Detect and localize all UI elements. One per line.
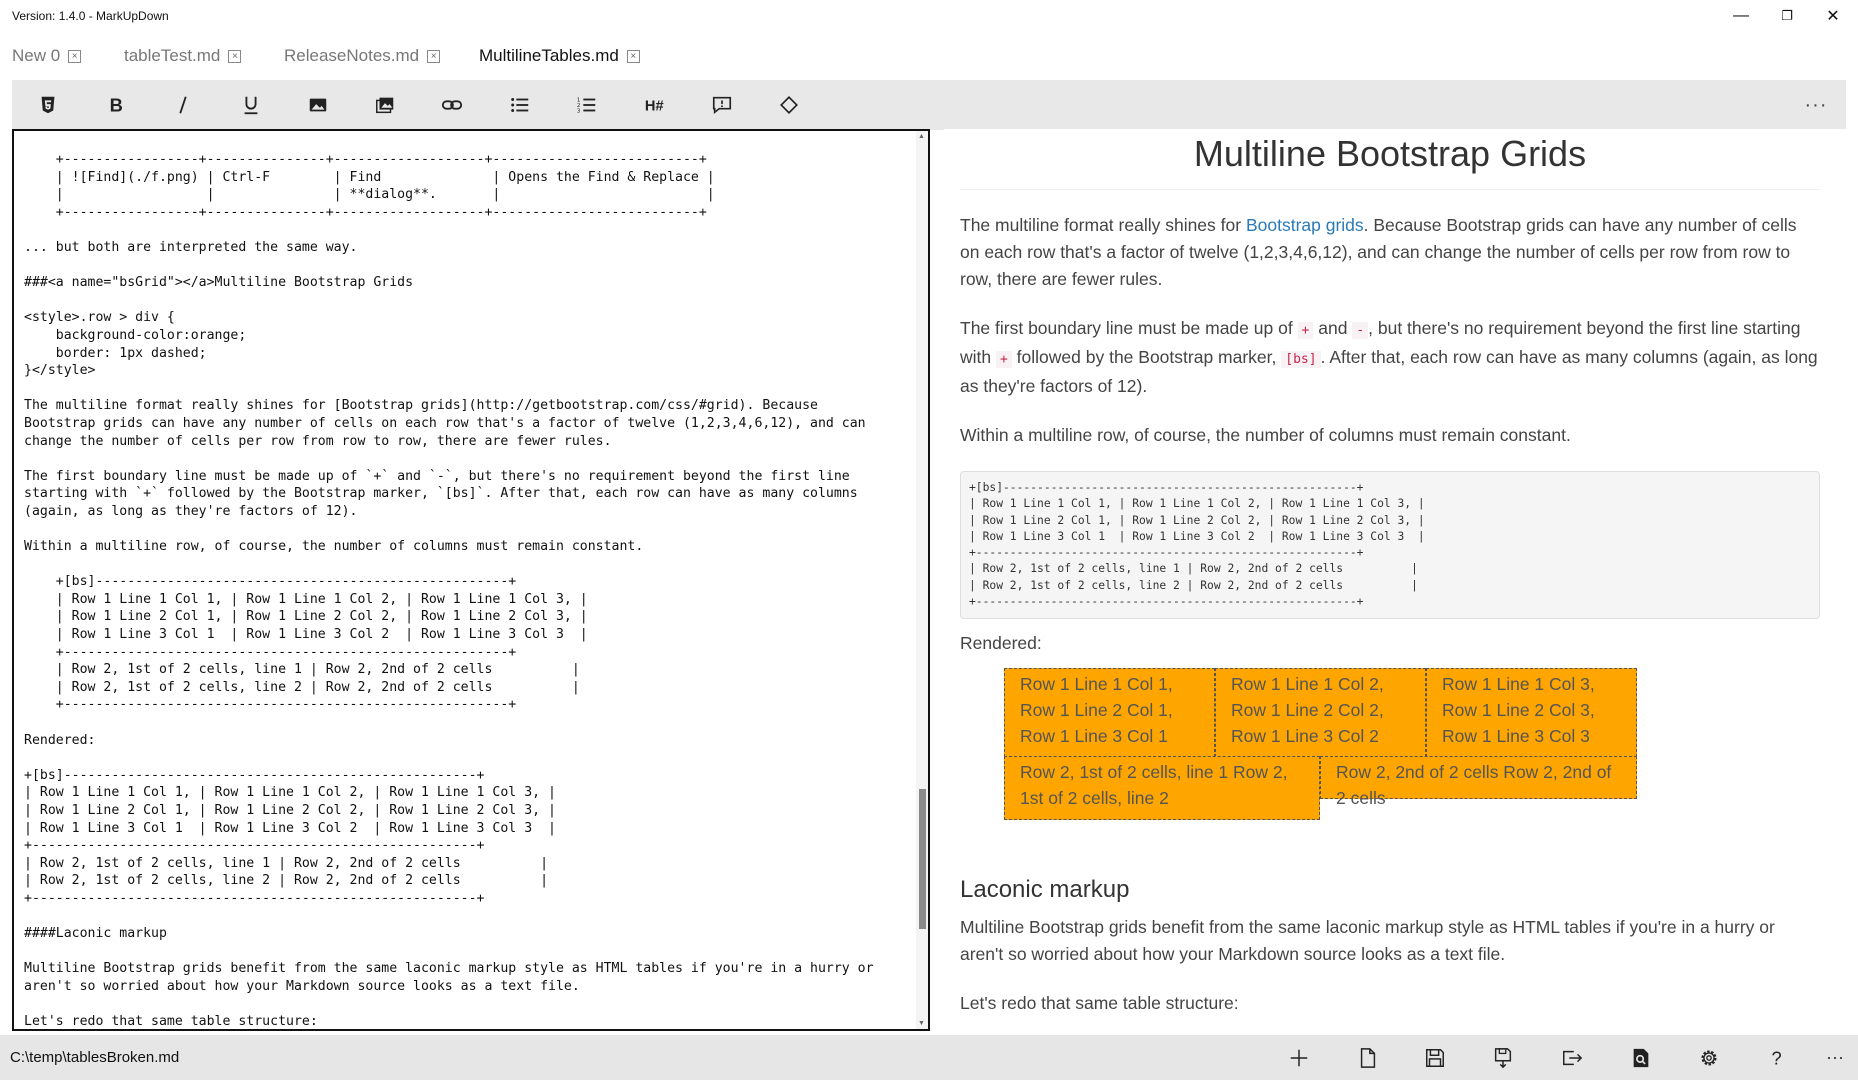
scroll-down-icon[interactable]: ▼ — [918, 1020, 925, 1027]
grid-cell: Row 1 Line 1 Col 3, Row 1 Line 2 Col 3, Row 1 Line 3 Col 3 — [1426, 668, 1637, 757]
underline-icon[interactable] — [229, 80, 273, 130]
preview-heading: Multiline Bootstrap Grids — [960, 133, 1820, 190]
gallery-icon[interactable] — [363, 80, 407, 130]
tab-close-icon[interactable]: × — [427, 50, 440, 63]
rendered-label: Rendered: — [960, 633, 1042, 654]
minimize-button[interactable]: — — [1733, 7, 1749, 24]
close-button[interactable]: ✕ — [1826, 8, 1840, 25]
tab-new-0[interactable] — [12, 46, 81, 66]
tab-releasenotes[interactable] — [284, 46, 440, 66]
svg-text:B: B — [109, 94, 123, 116]
tab-strip — [0, 40, 1858, 74]
preview-paragraph-4: Multiline Bootstrap grids benefit from the same laconic markup style as HTML tables if you're in a hurry or aren't so worried about how your Markdown source looks as a text file. — [960, 917, 1775, 965]
markdown-preview — [944, 129, 1858, 1031]
file-path: C:\temp\tablesBroken.md — [10, 1049, 180, 1066]
preview-paragraph-3: Within a multiline row, of course, the number of columns must remain constant. — [960, 425, 1571, 445]
tab-label: MultilineTables.md — [479, 46, 619, 65]
preview-paragraph-5: Let's redo that same table structure: — [960, 993, 1239, 1014]
html5-icon[interactable] — [26, 80, 70, 130]
image-icon[interactable] — [296, 80, 340, 130]
new-file-icon[interactable] — [1345, 1035, 1391, 1080]
markdown-editor[interactable] — [12, 129, 930, 1031]
editor-scrollbar[interactable] — [916, 131, 928, 1029]
save-icon[interactable] — [1412, 1035, 1458, 1080]
editor-text[interactable]: +-----------------+---------------+-------------------+--------------------------+ | ![Find](./f.png) | Ctrl-F | Find | Opens the Find & Replace | | | | **dialog**. | | +-----------------+---------------+-------------------+--------------------------+ ... but both are interpreted the same way. ###<a name="bsGrid"></a>Multiline Bootstrap Grids <style>.row > div { background-color:orange; border: 1px dashed; }</style> The multiline format really shines for [Bootstrap grids](http://getbootstrap.com/css/#grid). Because Bootstrap grids can have any number of cells on each row that's a factor of twelve (1,2,3,4,6,12), and can change the number of cells per row from row to row, there are fewer rules. The first boundary line must be made up of `+` and `-`, but there's no requirement beyond the first line starting with `+` followed by the Bootstrap marker, `[bs]`. After that, each row can have as many columns (again, as long as they're factors of 12). Within a multiline row, of course, the number of columns must remain constant. +[bs]----------------------------------------------------+ | Row 1 Line 1 Col 1, | Row 1 Line 1 Col 2, | Row 1 Line 1 Col 3, | | Row 1 Line 2 Col 1, | Row 1 Line 2 Col 2, | Row 1 Line 2 Col 3, | | Row 1 Line 3 Col 1 | Row 1 Line 3 Col 2 | Row 1 Line 3 Col 3 | +--------------------------------------------------------+ | Row 2, 1st of 2 cells, line 1 | Row 2, 2nd of 2 cells | | Row 2, 1st of 2 cells, line 2 | Row 2, 2nd of 2 cells | +--------------------------------------------------------+ Rendered: +[bs]----------------------------------------------------+ | Row 1 Line 1 Col 1, | Row 1 Line 1 Col 2, | Row 1 Line 1 Col 3, | | Row 1 Line 2 Col 1, | Row 1 Line 2 Col 2, | Row 1 Line 2 Col 3, | | Row 1 Line 3 Col 1 | Row 1 Line 3 Col 2 | Row 1 Line 3 Col 3 | +--------------------------------------------------------+ | Row 2, 1st of 2 cells, line 1 | Row 2, 2nd of 2 cells | | Row 2, 1st of 2 cells, line 2 | Row 2, 2nd of 2 cells | +--------------------------------------------------------+ ####Laconic markup Multiline Bootstrap grids benefit from the same laconic markup style as HTML tables if you're in a hurry or aren't so worried about how your Markdown source looks as a text file. Let's redo that same table structure: — [24, 152, 874, 1030]
svg-text:3: 3 — [576, 108, 581, 115]
tab-multilinetables[interactable] — [479, 46, 640, 66]
preview-icon[interactable] — [1618, 1035, 1664, 1080]
svg-text:?: ? — [1771, 1046, 1782, 1068]
tab-tabletest[interactable] — [124, 46, 241, 66]
preview-paragraph-2: The first boundary line must be made up of + and - , but there's no requirement beyond the first line starting with + followed by the Bootstrap marker, [bs] . After that, each row can have as many columns (again, as long as they're factors of 12). — [960, 318, 1818, 396]
italic-icon[interactable] — [161, 80, 205, 130]
status-bar — [0, 1035, 1858, 1080]
scroll-up-icon[interactable]: ▲ — [918, 133, 925, 140]
svg-text:2: 2 — [576, 102, 581, 109]
svg-text:H#: H# — [644, 98, 664, 115]
add-icon[interactable] — [1276, 1035, 1322, 1080]
grid-cell: Row 1 Line 1 Col 1, Row 1 Line 2 Col 1, Row 1 Line 3 Col 1 — [1004, 668, 1215, 757]
title-bar — [0, 0, 1858, 32]
tab-label: ReleaseNotes.md — [284, 46, 420, 65]
tab-close-icon[interactable]: × — [228, 50, 241, 63]
preview-paragraph-1: The multiline format really shines for Bootstrap grids. Because Bootstrap grids can have any number of cells on each row that's a factor of twelve (1,2,3,4,6,12), and can change the number of cells per row from row to row, there are fewer rules. — [960, 215, 1797, 289]
tag-icon[interactable] — [767, 80, 811, 130]
tab-close-icon[interactable]: × — [68, 50, 81, 63]
svg-text:1: 1 — [576, 97, 581, 104]
export-icon[interactable] — [1549, 1035, 1595, 1080]
laconic-markup-heading: Laconic markup — [960, 876, 1130, 904]
scrollbar-thumb[interactable] — [919, 789, 926, 929]
settings-icon[interactable] — [1686, 1035, 1732, 1080]
comment-icon[interactable] — [700, 80, 744, 130]
grid-cell: Row 2, 2nd of 2 cells Row 2, 2nd of 2 cells — [1320, 756, 1637, 799]
bootstrap-grids-link[interactable]: Bootstrap grids — [1245, 215, 1364, 235]
bootstrap-grid — [960, 668, 1820, 858]
bold-icon[interactable] — [94, 80, 138, 130]
heading-icon[interactable] — [633, 80, 677, 130]
link-icon[interactable] — [430, 80, 474, 130]
statusbar-more-button[interactable]: ··· — [1826, 1047, 1844, 1067]
grid-cell: Row 1 Line 1 Col 2, Row 1 Line 2 Col 2, Row 1 Line 3 Col 2 — [1215, 668, 1426, 757]
save-as-icon[interactable] — [1480, 1035, 1526, 1080]
formatting-toolbar — [12, 80, 1846, 130]
tab-label: tableTest.md — [124, 46, 221, 65]
window-title: Version: 1.4.0 - MarkUpDown — [12, 9, 169, 23]
grid-cell: Row 2, 1st of 2 cells, line 1 Row 2, 1st of 2 cells, line 2 — [1004, 756, 1320, 820]
tab-label: New 0 — [12, 46, 61, 65]
help-icon[interactable] — [1754, 1035, 1800, 1080]
restore-button[interactable]: ❐ — [1781, 8, 1793, 23]
toolbar-more-button[interactable]: ··· — [1804, 93, 1828, 116]
tab-close-icon[interactable]: × — [627, 50, 640, 63]
bullet-list-icon[interactable] — [498, 80, 542, 130]
numbered-list-icon[interactable] — [565, 80, 609, 130]
preview-code-block: +[bs]----------------------------------------------------+ | Row 1 Line 1 Col 1, | Row 1 Line 1 Col 2, | Row 1 Line 1 Col 3, | | Row 1 Line 2 Col 1, | Row 1 Line 2 Col 2, | Row 1 Line 2 Col 3, | | Row 1 Line 3 Col 1 | Row 1 Line 3 Col 2 | Row 1 Line 3 Col 3 | +--------------------------------------------------------+ | Row 2, 1st of 2 cells, line 1 | Row 2, 2nd of 2 cells | | Row 2, 1st of 2 cells, line 2 | Row 2, 2nd of 2 cells | +--------------------------------------------------------+ — [960, 471, 1820, 619]
